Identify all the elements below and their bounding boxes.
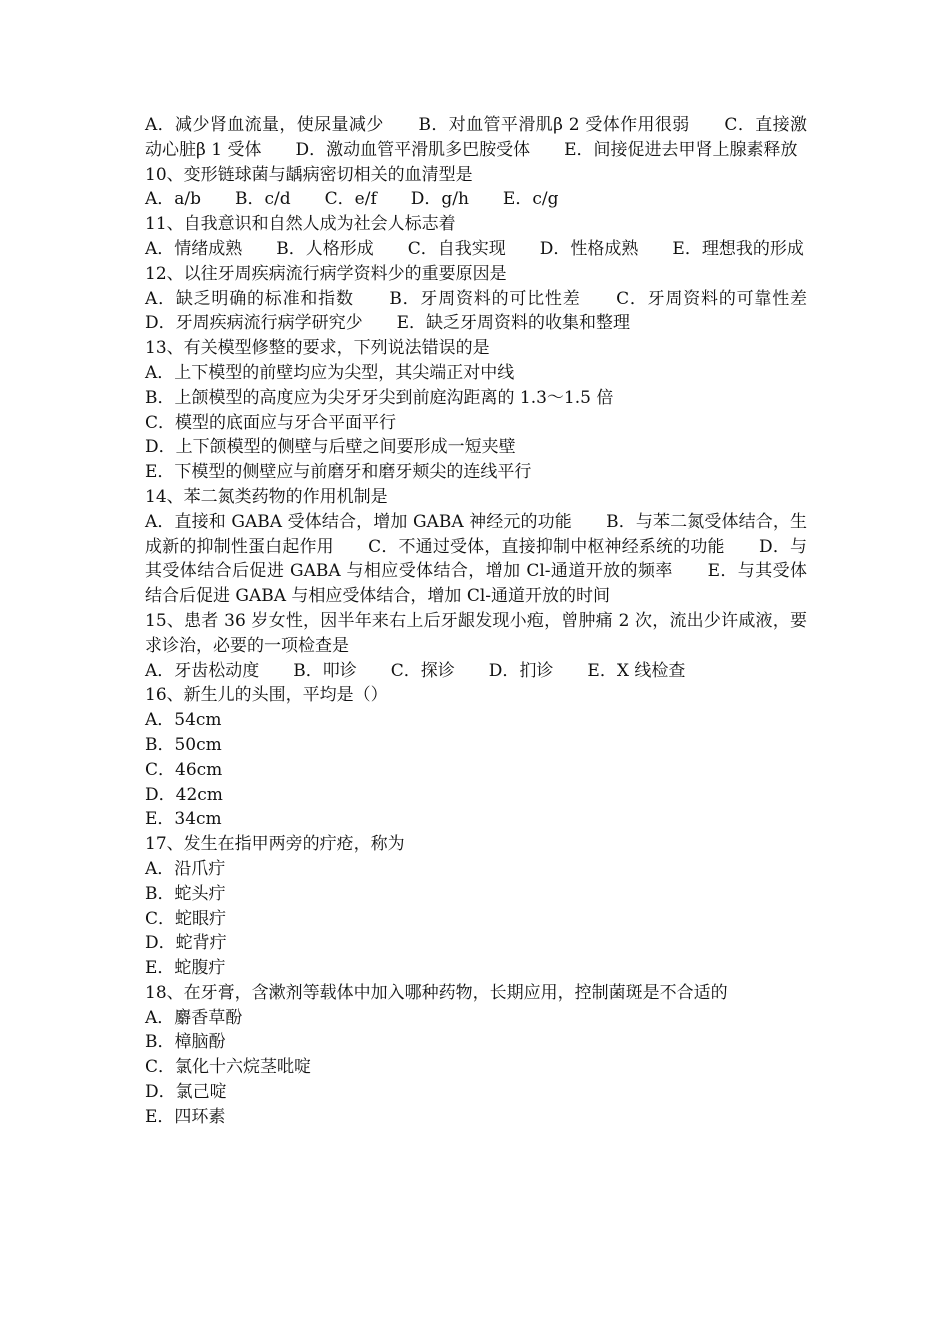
options-q11: A．情绪成熟 B．人格形成 C．自我实现 D．性格成熟 E．理想我的形成 — [145, 238, 804, 259]
question-16: 16、新生儿的头围，平均是（） — [145, 685, 388, 706]
options-q9: A．减少肾血流量，使尿量减少 B．对血管平滑肌β 2 受体作用很弱 C．直接激动心脏β 1 受体 D．激动血管平滑肌多巴胺受体 E．间接促进去甲肾上腺素释放 — [145, 115, 807, 160]
option-q17-a: A．沿爪疔 — [145, 858, 226, 879]
option-q16-c: C．46cm — [145, 759, 223, 780]
question-12: 12、以往牙周疾病流行病学资料少的重要原因是 — [145, 263, 507, 284]
question-11: 11、自我意识和自然人成为社会人标志着 — [145, 214, 456, 235]
options-q15: A．牙齿松动度 B．叩诊 C．探诊 D．扪诊 E．X 线检查 — [145, 660, 686, 681]
document-page — [145, 113, 841, 1130]
option-q13-c: C．模型的底面应与牙合平面平行 — [145, 412, 397, 433]
option-q13-d: D．上下颌模型的侧壁与后壁之间要形成一短夹壁 — [145, 437, 516, 458]
option-q18-b: B．樟脑酚 — [145, 1032, 226, 1053]
option-q17-b: B．蛇头疔 — [145, 883, 226, 904]
option-q17-d: D．蛇背疔 — [145, 933, 227, 954]
option-q18-e: E．四环素 — [145, 1106, 226, 1127]
option-q17-e: E．蛇腹疔 — [145, 958, 226, 979]
option-q18-d: D．氯己啶 — [145, 1082, 227, 1103]
question-17: 17、发生在指甲两旁的疔疮，称为 — [145, 834, 405, 855]
question-15: 15、患者 36 岁女性，因半年来右上后牙龈发现小疱，曾肿痛 2 次，流出少许咸液，要求诊治，必要的一项检查是 — [145, 610, 807, 656]
question-14: 14、苯二氮类药物的作用机制是 — [145, 486, 388, 507]
option-q13-a: A．上下模型的前壁均应为尖型，其尖端正对中线 — [145, 362, 515, 383]
option-q18-a: A．麝香草酚 — [145, 1007, 243, 1028]
option-q16-e: E．34cm — [145, 809, 222, 830]
option-q13-e: E．下模型的侧壁应与前磨牙和磨牙颊尖的连线平行 — [145, 462, 532, 483]
options-q10: A．a/b B．c/d C．e/f D．g/h E．c/g — [145, 189, 559, 210]
question-10: 10、变形链球菌与龋病密切相关的血清型是 — [145, 164, 473, 185]
question-18: 18、在牙膏，含漱剂等载体中加入哪种药物，长期应用，控制菌斑是不合适的 — [145, 982, 728, 1003]
option-q13-b: B．上颌模型的高度应为尖牙牙尖到前庭沟距离的 1.3～1.5 倍 — [145, 387, 614, 408]
options-q12: A．缺乏明确的标准和指数 B．牙周资料的可比性差 C．牙周资料的可靠性差 D．牙周疾病流行病学研究少 E．缺乏牙周资料的收集和整理 — [145, 288, 841, 334]
option-q16-b: B．50cm — [145, 734, 222, 755]
options-q14: A．直接和 GABA 受体结合，增加 GABA 神经元的功能 B．与苯二氮受体结合，生成新的抑制性蛋白起作用 C．不通过受体，直接抑制中枢神经系统的功能 D．与其受体结合后促进 GABA 与相应受体结合，增加 Cl-通道开放的频率 E．与其受体结合后促进 GABA 与相应受体结合，增加 Cl-通道开放的时间 — [145, 511, 807, 607]
question-13: 13、有关模型修整的要求，下列说法错误的是 — [145, 338, 490, 359]
option-q17-c: C．蛇眼疔 — [145, 908, 227, 929]
option-q18-c: C．氯化十六烷茎吡啶 — [145, 1057, 312, 1078]
option-q16-a: A．54cm — [145, 710, 222, 731]
option-q16-d: D．42cm — [145, 784, 223, 805]
